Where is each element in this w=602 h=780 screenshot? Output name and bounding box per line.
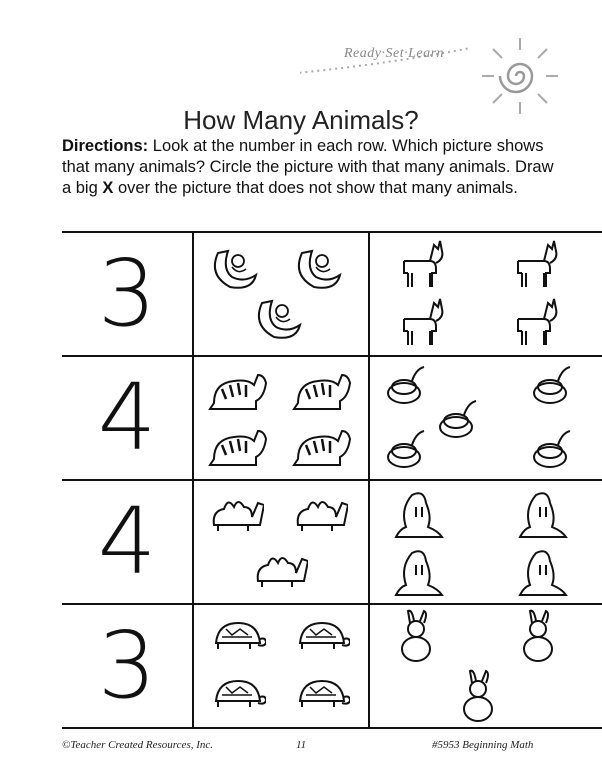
row-1 xyxy=(62,231,602,355)
brand-text: Ready·Set·Learn xyxy=(344,46,445,61)
directions-text-2: over the picture that does not show that many animals. xyxy=(113,179,518,197)
monkey-moon-icon xyxy=(208,245,260,293)
tiger-icon xyxy=(208,421,268,469)
turtle-icon xyxy=(292,677,350,713)
walrus-icon xyxy=(394,487,444,539)
snake-icon xyxy=(436,397,480,443)
rabbit-icon xyxy=(520,609,558,663)
picture-left[interactable] xyxy=(192,233,370,355)
row-2 xyxy=(62,355,602,479)
x-mark: X xyxy=(102,179,114,197)
donkey-icon xyxy=(510,297,558,349)
animal-grid xyxy=(62,231,602,731)
tiger-icon xyxy=(292,365,352,413)
rabbit-icon xyxy=(460,669,498,723)
row-number: 4 xyxy=(97,364,157,471)
donkey-icon xyxy=(396,297,444,349)
page-title: How Many Animals? xyxy=(183,105,419,136)
monkey-moon-icon xyxy=(252,295,304,343)
footer-page-number: 11 xyxy=(296,739,307,751)
donkey-icon xyxy=(510,239,558,291)
rabbit-icon xyxy=(398,609,436,663)
snake-icon xyxy=(530,427,574,473)
walrus-icon xyxy=(518,545,568,597)
monkey-moon-icon xyxy=(292,245,344,293)
snake-icon xyxy=(530,363,574,409)
picture-left[interactable] xyxy=(192,481,370,603)
footer-copyright: ©Teacher Created Resources, Inc. xyxy=(62,739,214,751)
picture-right[interactable] xyxy=(368,605,602,727)
row-number: 4 xyxy=(97,488,157,595)
turtle-icon xyxy=(292,619,350,655)
camel-icon xyxy=(252,545,308,591)
turtle-icon xyxy=(208,677,266,713)
row-number: 3 xyxy=(97,240,157,347)
picture-left[interactable] xyxy=(192,605,370,727)
footer-product: #5953 Beginning Math xyxy=(432,739,534,751)
directions xyxy=(62,136,562,199)
snake-icon xyxy=(384,427,428,473)
snake-icon xyxy=(384,363,428,409)
picture-right[interactable] xyxy=(368,481,602,603)
camel-icon xyxy=(208,489,264,535)
directions-text-1: Look at the number in each row. Which picture shows that many animals? Circle the picture with that many animals. Draw a big xyxy=(62,137,554,197)
picture-left[interactable] xyxy=(192,357,370,479)
row-number: 3 xyxy=(97,612,157,719)
sun-spiral-icon xyxy=(482,38,558,114)
tiger-icon xyxy=(292,421,352,469)
picture-right[interactable] xyxy=(368,233,602,355)
walrus-icon xyxy=(394,545,444,597)
directions-label: Directions: xyxy=(62,137,149,155)
row-4 xyxy=(62,603,602,729)
camel-icon xyxy=(292,489,348,535)
turtle-icon xyxy=(208,619,266,655)
picture-right[interactable] xyxy=(368,357,602,479)
walrus-icon xyxy=(518,487,568,539)
row-3 xyxy=(62,479,602,603)
donkey-icon xyxy=(396,239,444,291)
tiger-icon xyxy=(208,365,268,413)
